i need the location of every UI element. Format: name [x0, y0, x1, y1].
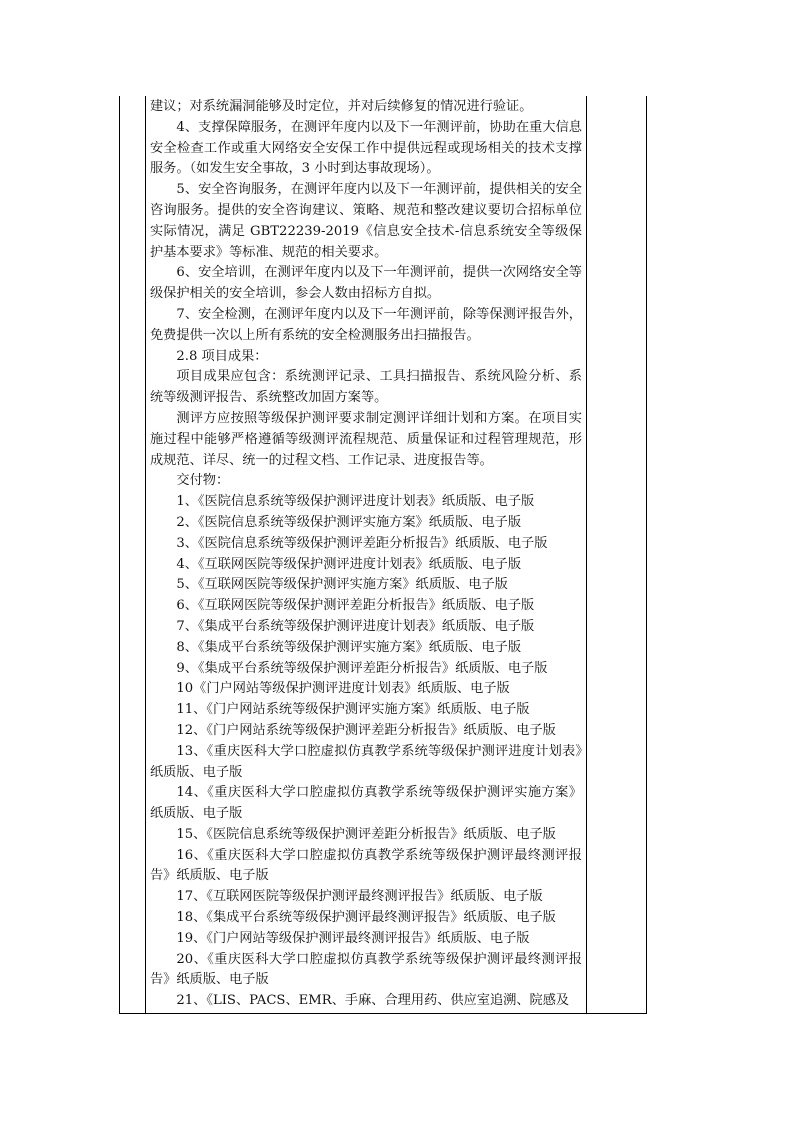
list-item: 16、《重庆医科大学口腔虚拟仿真教学系统等级保护测评最终测评报告》纸质版、电子版: [150, 847, 582, 884]
paragraph: 测评方应按照等级保护测评要求制定测评详细计划和方案。在项目实施过程中能够严格遵循等级测评流程规范、质量保证和过程管理规范，形成规范、详尽、统一的过程文档、工作记录、进度报告等。: [150, 410, 582, 468]
section-heading: 2.8 项目成果：: [176, 348, 268, 364]
paragraph: 5、安全咨询服务，在测评年度内以及下一年测评前，提供相关的安全咨询服务。提供的安全咨询建议、策略、规范和整改建议要切合招标单位实际情况，满足 GBT22239-2019《信息安全技术-信息系统安全等级保护基本要求》等标准、规范的相关要求。: [150, 182, 582, 260]
column-divider-left: [145, 96, 146, 1014]
list-item: 20、《重庆医科大学口腔虚拟仿真教学系统等级保护测评最终测评报告》纸质版、电子版: [150, 951, 582, 988]
list-item: 5、《互联网医院等级保护测评实施方案》纸质版、电子版: [176, 577, 508, 593]
list-item: 8、《集成平台系统等级保护测评实施方案》纸质版、电子版: [176, 639, 522, 655]
list-item: 19、《门户网站等级保护测评最终测评报告》纸质版、电子版: [176, 930, 530, 946]
paragraph: 项目成果应包含：系统测评记录、工具扫描报告、系统风险分析、系统等级测评报告、系统整改加固方案等。: [150, 369, 582, 406]
paragraph: 7、安全检测，在测评年度内以及下一年测评前，除等保测评报告外，免费提供一次以上所有系统的安全检测服务出扫描报告。: [150, 306, 582, 343]
list-item: 3、《医院信息系统等级保护测评差距分析报告》纸质版、电子版: [176, 535, 548, 551]
list-item: 2、《医院信息系统等级保护测评实施方案》纸质版、电子版: [176, 514, 522, 530]
deliverables-heading: 交付物：: [176, 473, 230, 489]
paragraph: 4、支撑保障服务，在测评年度内以及下一年测评前，协助在重大信息安全检查工作或重大网络安全安保工作中提供远程或现场相关的技术支撑服务。（如发生安全事故，3 小时到达事故现场）。: [150, 119, 582, 177]
list-item: 21、《LIS、PACS、EMR、手麻、合理用药、供应室追溯、院感及: [176, 993, 570, 1009]
list-item: 18、《集成平台系统等级保护测评最终测评报告》纸质版、电子版: [176, 910, 556, 926]
list-item: 12、《门户网站系统等级保护测评差距分析报告》纸质版、电子版: [176, 722, 556, 738]
list-item: 15、《医院信息系统等级保护测评差距分析报告》纸质版、电子版: [176, 826, 556, 842]
list-item: 10《门户网站等级保护测评进度计划表》纸质版、电子版: [176, 681, 510, 697]
list-item: 11、《门户网站系统等级保护测评实施方案》纸质版、电子版: [176, 702, 530, 718]
list-item: 17、《互联网医院等级保护测评最终测评报告》纸质版、电子版: [176, 889, 543, 905]
list-item: 7、《集成平台系统等级保护测评进度计划表》纸质版、电子版: [176, 618, 535, 634]
list-item: 6、《互联网医院等级保护测评差距分析报告》纸质版、电子版: [176, 598, 535, 614]
list-item: 14、《重庆医科大学口腔虚拟仿真教学系统等级保护测评实施方案》纸质版、电子版: [150, 785, 582, 822]
list-item: 9、《集成平台系统等级保护测评差距分析报告》纸质版、电子版: [176, 660, 548, 676]
list-item: 1、《医院信息系统等级保护测评进度计划表》纸质版、电子版: [176, 494, 535, 510]
list-item: 13、《重庆医科大学口腔虚拟仿真教学系统等级保护测评进度计划表》纸质版、电子版: [150, 743, 582, 780]
column-divider-right: [586, 96, 587, 1014]
list-item: 4、《互联网医院等级保护测评进度计划表》纸质版、电子版: [176, 556, 522, 572]
paragraph: 6、安全培训，在测评年度内以及下一年测评前，提供一次网络安全等级保护相关的安全培训，参会人数由招标方自拟。: [150, 265, 582, 302]
document-body: [150, 97, 582, 1012]
paragraph: 建议；对系统漏洞能够及时定位，并对后续修复的情况进行验证。: [150, 99, 533, 114]
